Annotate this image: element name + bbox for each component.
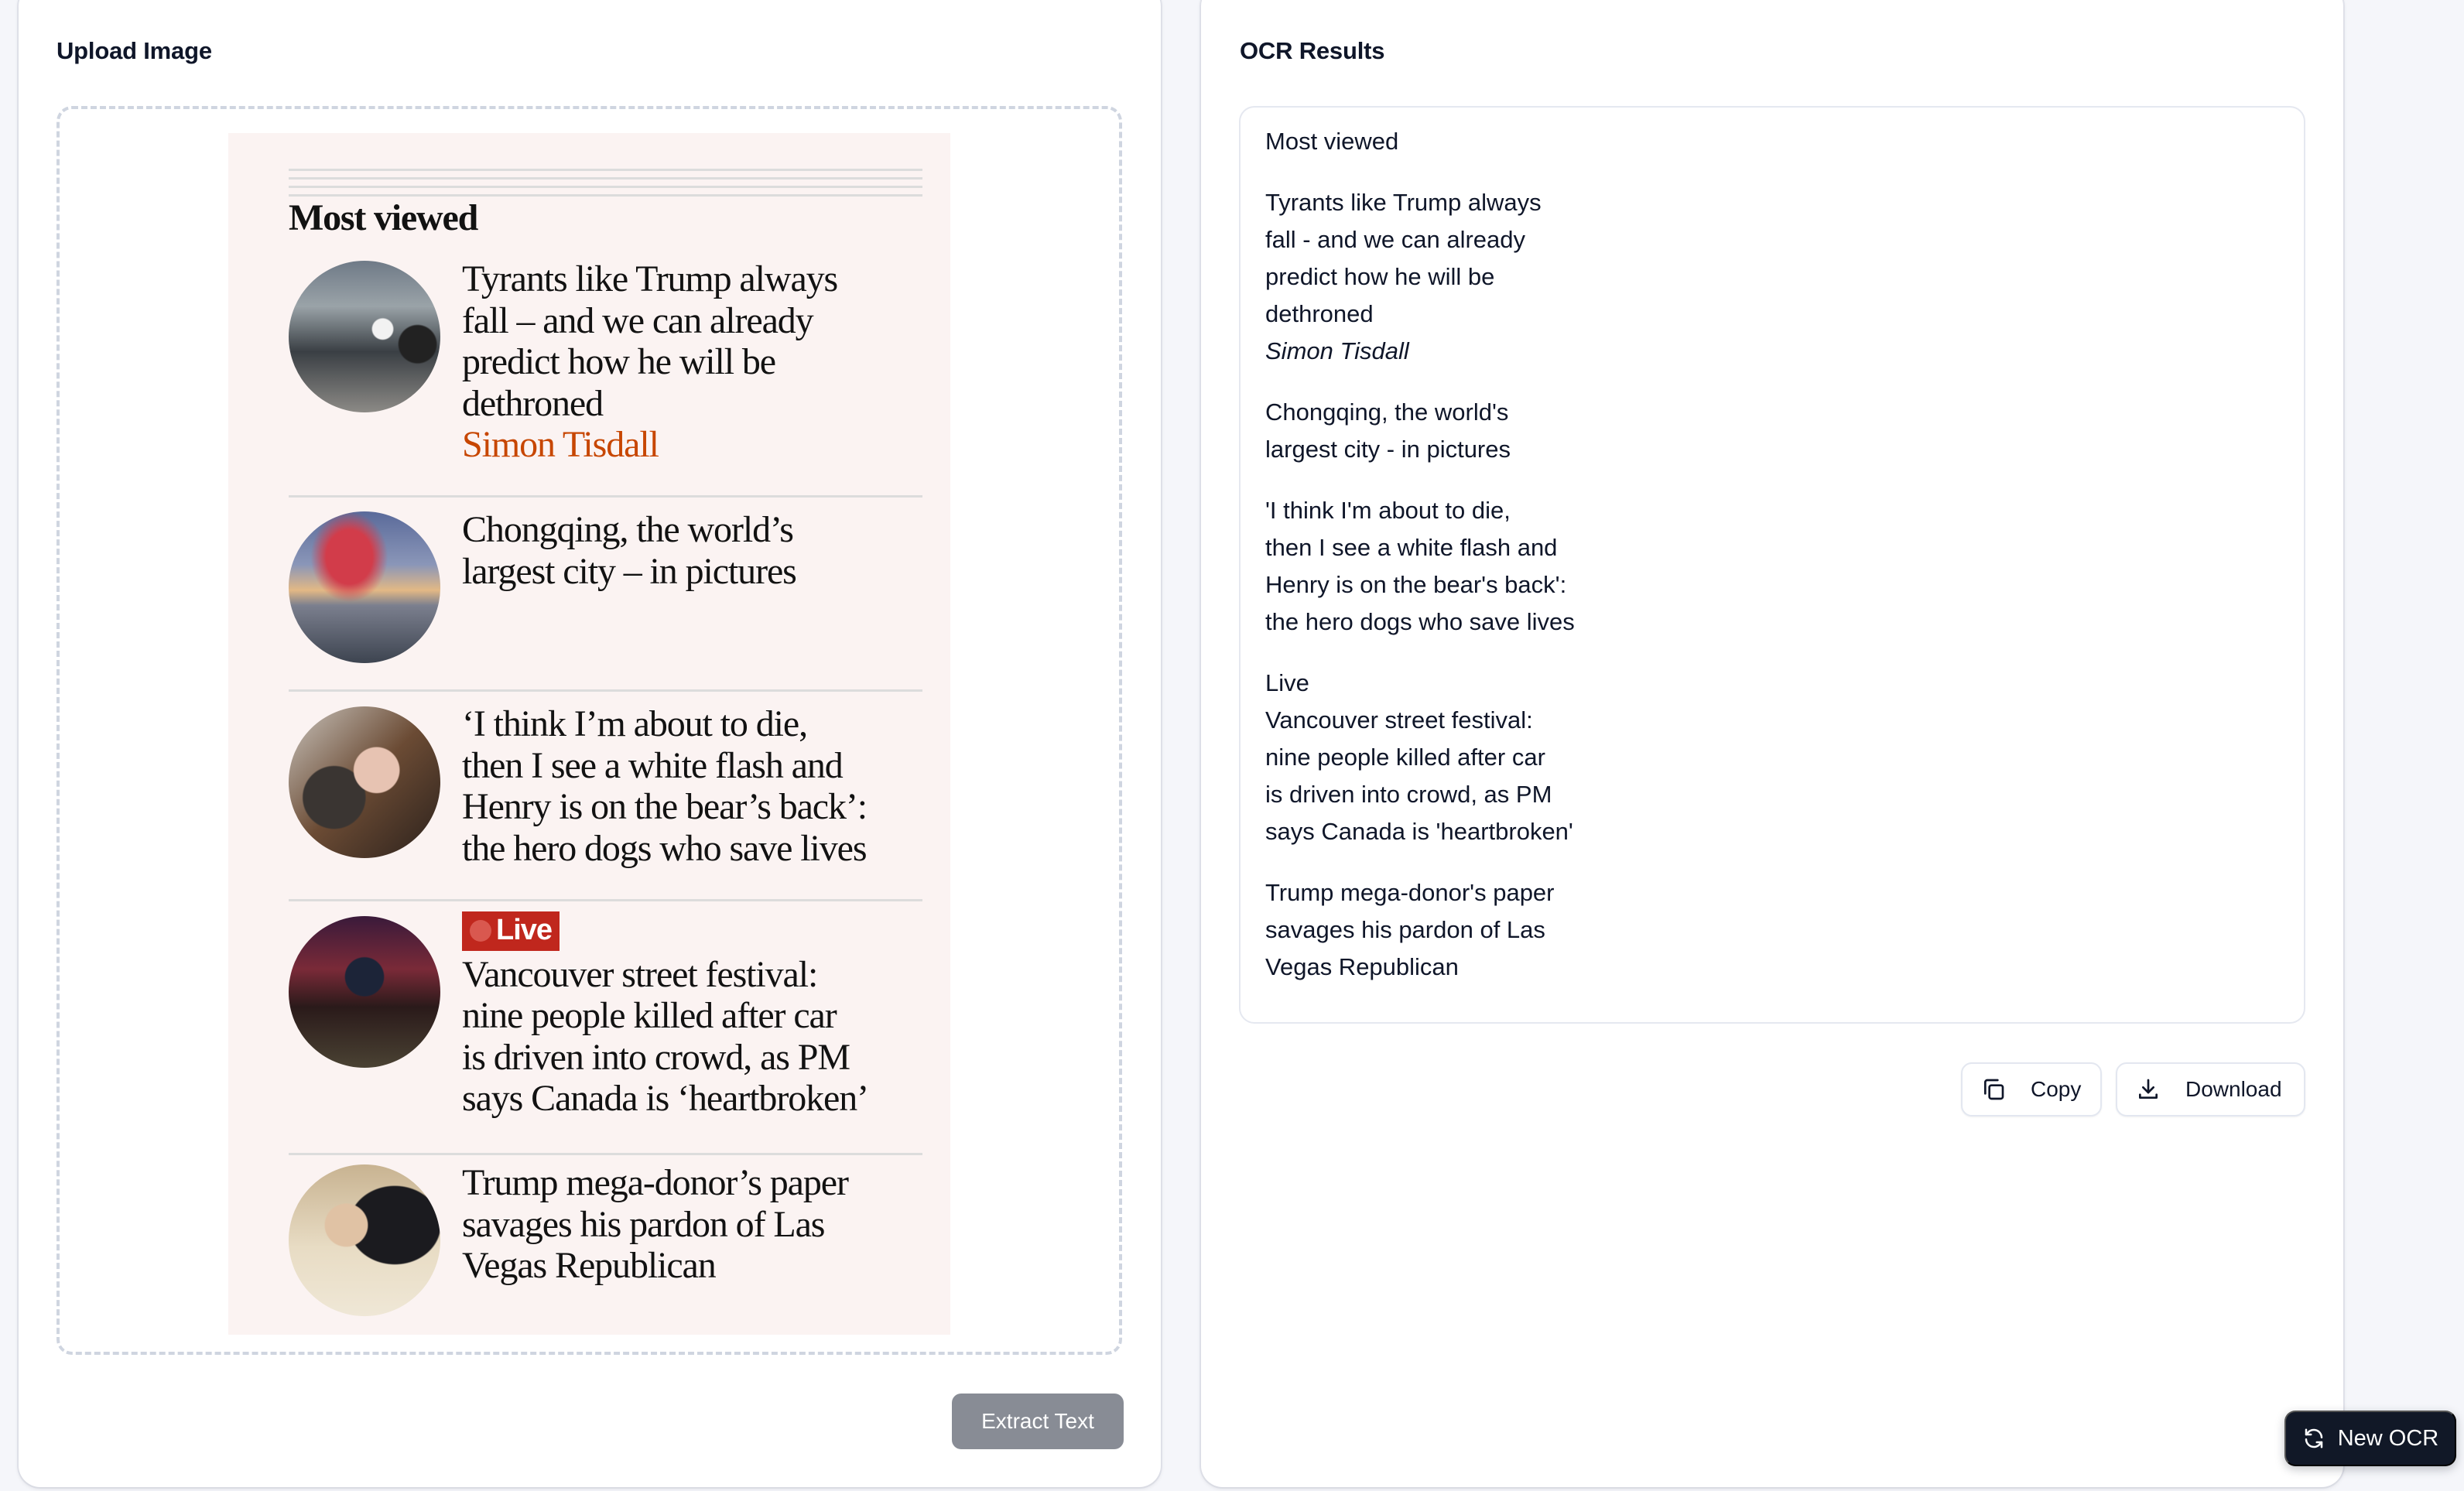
headline-line: Vegas Republican <box>462 1245 716 1286</box>
new-ocr-button[interactable] <box>2284 1411 2456 1466</box>
ocr-byline: Simon Tisdall <box>1265 337 1409 364</box>
ocr-line: dethroned <box>1265 300 1374 327</box>
headline-line: predict how he will be <box>462 341 776 382</box>
story-headline <box>462 509 926 592</box>
ocr-paragraph <box>1265 123 2279 160</box>
story-thumbnail <box>289 706 440 858</box>
rule-line <box>289 186 922 188</box>
headline-line: is driven into crowd, as PM <box>462 1036 850 1078</box>
ocr-line: Tyrants like Trump always <box>1265 189 1542 216</box>
uploaded-image-preview <box>228 133 950 1335</box>
new-ocr-label: New OCR <box>2337 1425 2439 1451</box>
story-divider <box>289 1153 922 1155</box>
live-dot-icon <box>470 920 491 942</box>
ocr-paragraph <box>1265 492 2279 641</box>
headline-line: Henry is on the bear’s back’: <box>462 786 868 827</box>
story-divider <box>289 689 922 692</box>
upload-panel <box>19 0 1161 1487</box>
headline-line: then I see a white flash and <box>462 744 843 786</box>
ocr-paragraph <box>1265 184 2279 370</box>
ocr-line: is driven into crowd, as PM <box>1265 781 1552 808</box>
ocr-line: Most viewed <box>1265 128 1399 155</box>
story-headline <box>462 703 926 869</box>
download-button[interactable] <box>2116 1062 2305 1117</box>
ocr-line: says Canada is 'heartbroken' <box>1265 818 1573 845</box>
story-thumbnail <box>289 511 440 663</box>
ocr-line: Chongqing, the world's <box>1265 398 1509 426</box>
ocr-paragraph <box>1265 874 2279 986</box>
headline-line: the hero dogs who save lives <box>462 827 867 869</box>
ocr-line: then I see a white flash and <box>1265 534 1558 561</box>
ocr-results-panel <box>1201 0 2343 1487</box>
headline-line: ‘I think I’m about to die, <box>462 703 807 744</box>
copy-icon <box>1981 1077 2006 1102</box>
extract-text-button[interactable]: Extract Text <box>952 1394 1124 1449</box>
headline-line: Vancouver street festival: <box>462 953 818 995</box>
story-divider <box>289 899 922 901</box>
story-thumbnail <box>289 1164 440 1316</box>
upload-panel-title: Upload Image <box>56 37 212 64</box>
ocr-line: largest city - in pictures <box>1265 436 1511 463</box>
ocr-paragraph <box>1265 394 2279 468</box>
ocr-results-title: OCR Results <box>1240 37 1385 64</box>
story-headline <box>462 909 926 1120</box>
copy-button[interactable] <box>1961 1062 2102 1117</box>
ocr-line: nine people killed after car <box>1265 744 1545 771</box>
headline-line: Tyrants like Trump always <box>462 258 838 299</box>
download-icon <box>2136 1077 2161 1102</box>
story-byline: Simon Tisdall <box>462 424 659 465</box>
refresh-icon <box>2302 1427 2325 1450</box>
ocr-line: Henry is on the bear's back': <box>1265 571 1567 598</box>
story-thumbnail <box>289 261 440 412</box>
live-badge <box>462 911 560 951</box>
headline-line: fall – and we can already <box>462 299 813 341</box>
story-thumbnail <box>289 916 440 1068</box>
ocr-line: Live <box>1265 669 1309 696</box>
story-headline <box>462 1162 926 1287</box>
live-label: Live <box>496 914 553 947</box>
headline-line: nine people killed after car <box>462 995 837 1036</box>
ocr-line: predict how he will be <box>1265 263 1495 290</box>
headline-line: largest city – in pictures <box>462 550 796 592</box>
headline-line: dethroned <box>462 382 604 424</box>
ocr-line: savages his pardon of Las <box>1265 916 1545 943</box>
headline-line: Trump mega-donor’s paper <box>462 1162 848 1203</box>
image-dropzone[interactable] <box>56 106 1122 1355</box>
headline-line: savages his pardon of Las <box>462 1203 825 1245</box>
rule-line <box>289 177 922 180</box>
most-viewed-heading: Most viewed <box>289 197 478 238</box>
copy-button-label: Copy <box>2031 1077 2082 1101</box>
ocr-output-text[interactable] <box>1239 106 2305 1024</box>
story-headline <box>462 258 926 466</box>
ocr-line: Trump mega-donor's paper <box>1265 879 1555 906</box>
headline-line: says Canada is ‘heartbroken’ <box>462 1078 868 1119</box>
rule-line <box>289 169 922 171</box>
ocr-line: the hero dogs who save lives <box>1265 608 1575 635</box>
ocr-paragraph <box>1265 665 2279 850</box>
story-divider <box>289 495 922 498</box>
ocr-line: Vegas Republican <box>1265 953 1459 980</box>
headline-line: Chongqing, the world’s <box>462 509 793 550</box>
download-button-label: Download <box>2185 1077 2282 1101</box>
ocr-line: Vancouver street festival: <box>1265 706 1533 734</box>
ocr-line: 'I think I'm about to die, <box>1265 497 1511 524</box>
ocr-line: fall - and we can already <box>1265 226 1526 253</box>
